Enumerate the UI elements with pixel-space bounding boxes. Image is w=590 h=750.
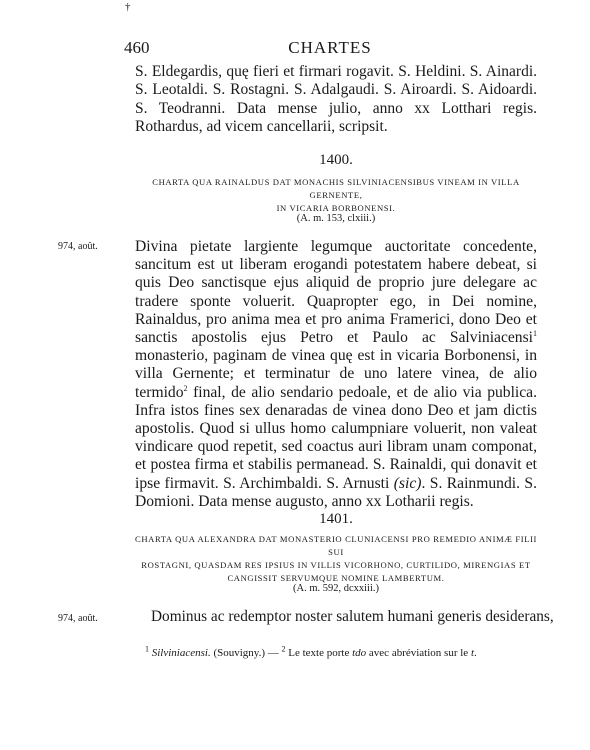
charter-title-line: ROSTAGNI, QUASDAM RES IPSIUS IN VILLIS VICORHONO, CURTILIDO, MIRENGIAS ET <box>141 560 531 570</box>
body-text: Divina pietate largiente legumque auctoritate concedente, sancitum est ut liberam erogandi potestatem habere debeat, si quis Deo sanctisque ejus aliquid de proprio jure delegare ac tradere sponte voluerit. Quapropter ego, in Dei nomine, Rainaldus, pro anima mea et pro anima Framerici, dono Deo et sanctis apostolis ejus Petro et Paulo ac Salviniacensi <box>135 238 537 347</box>
footnote-text: Silviniacensi. <box>151 647 211 659</box>
page-header <box>124 38 536 60</box>
charter-body-1400 <box>135 238 537 511</box>
footnote-text: Le texte porte <box>285 647 353 659</box>
body-text: final, de alio sendario pedoale, et de alio via publica. Infra istos fines sex denaradas de vinea dono Deo et jam dictis apostolis. Quod si ullus homo calumpniare voluerit, non valeat vindicare quod repetit, sed coactus auri libram unam componat, et postea firma et stabilis permanead. S. Rainaldi, qui donavit et ipse firmavit. S. Archimbaldi. S. Arnusti <box>135 383 537 492</box>
charter-ref-1401: (A. m. 592, dcxxiii.) <box>292 583 380 594</box>
footnote-text: (Souvigny.) — <box>210 647 282 659</box>
charter-ref-1400: (A. m. 153, clxiii.) <box>296 213 376 224</box>
charter-title-1401 <box>135 533 537 585</box>
charter-number-1401: 1401. <box>319 511 353 527</box>
footnote-mark-1: 1 <box>145 644 149 654</box>
charter-title-line: IN VICARIA BORBONENSI. <box>276 203 396 213</box>
footnotes <box>145 644 537 659</box>
page-number: 460 <box>124 38 150 57</box>
margin-date-1400: 974, août. <box>58 241 98 252</box>
footnote-ref-1: 1 <box>533 328 537 338</box>
charter-number-1400: 1400. <box>319 152 353 168</box>
body-text: . S. Rainmundi. S. Domioni. Data mense augusto, anno xx Lotharii regis. <box>135 474 537 510</box>
footnote-text: tdo <box>352 647 367 659</box>
sic-note: (sic) <box>393 474 422 492</box>
footnote-mark-2: 2 <box>281 644 286 654</box>
charter-title-line: CHARTA QUA RAINALDUS DAT MONACHIS SILVINIACENSIBUS VINEAM IN VILLA GERNENTE, <box>152 177 520 200</box>
margin-date-1401: 974, août. <box>58 613 98 624</box>
footnote-ref-2: 2 <box>183 383 188 393</box>
corner-mark: † <box>125 1 131 13</box>
footnote-text: t <box>470 647 474 659</box>
continuation-paragraph: S. Eldegardis, quę fieri et firmari rogavit. S. Heldini. S. Ainardi. S. Leotaldi. S. Rostagni. S. Adalgaudi. S. Airoardi. S. Aidoardi. S. Teodranni. Data mense julio, anno xx Lotthari regis. Rothardus, ad vicem cancellarii, scripsit. <box>135 63 537 135</box>
body-text: monasterio, paginam de vinea quę est in vicaria Borbonensi, in villa Gernente; et terminatur de uno latere vinea, de alio termido <box>135 347 537 401</box>
footnote-text: . <box>474 647 477 659</box>
footnote-text: avec abréviation sur le <box>366 647 471 659</box>
charter-title-line: CANGISSIT SERVUMQUE NOMINE LAMBERTUM. <box>227 573 445 583</box>
charter-title-line: CHARTA QUA ALEXANDRA DAT MONASTERIO CLUNIACENSI PRO REMEDIO ANIMÆ FILII SUI <box>135 534 537 557</box>
charter-body-1401: Dominus ac redemptor noster salutem humani generis desiderans, <box>151 608 554 625</box>
running-title: CHARTES <box>288 38 372 57</box>
charter-title-1400 <box>135 176 537 215</box>
